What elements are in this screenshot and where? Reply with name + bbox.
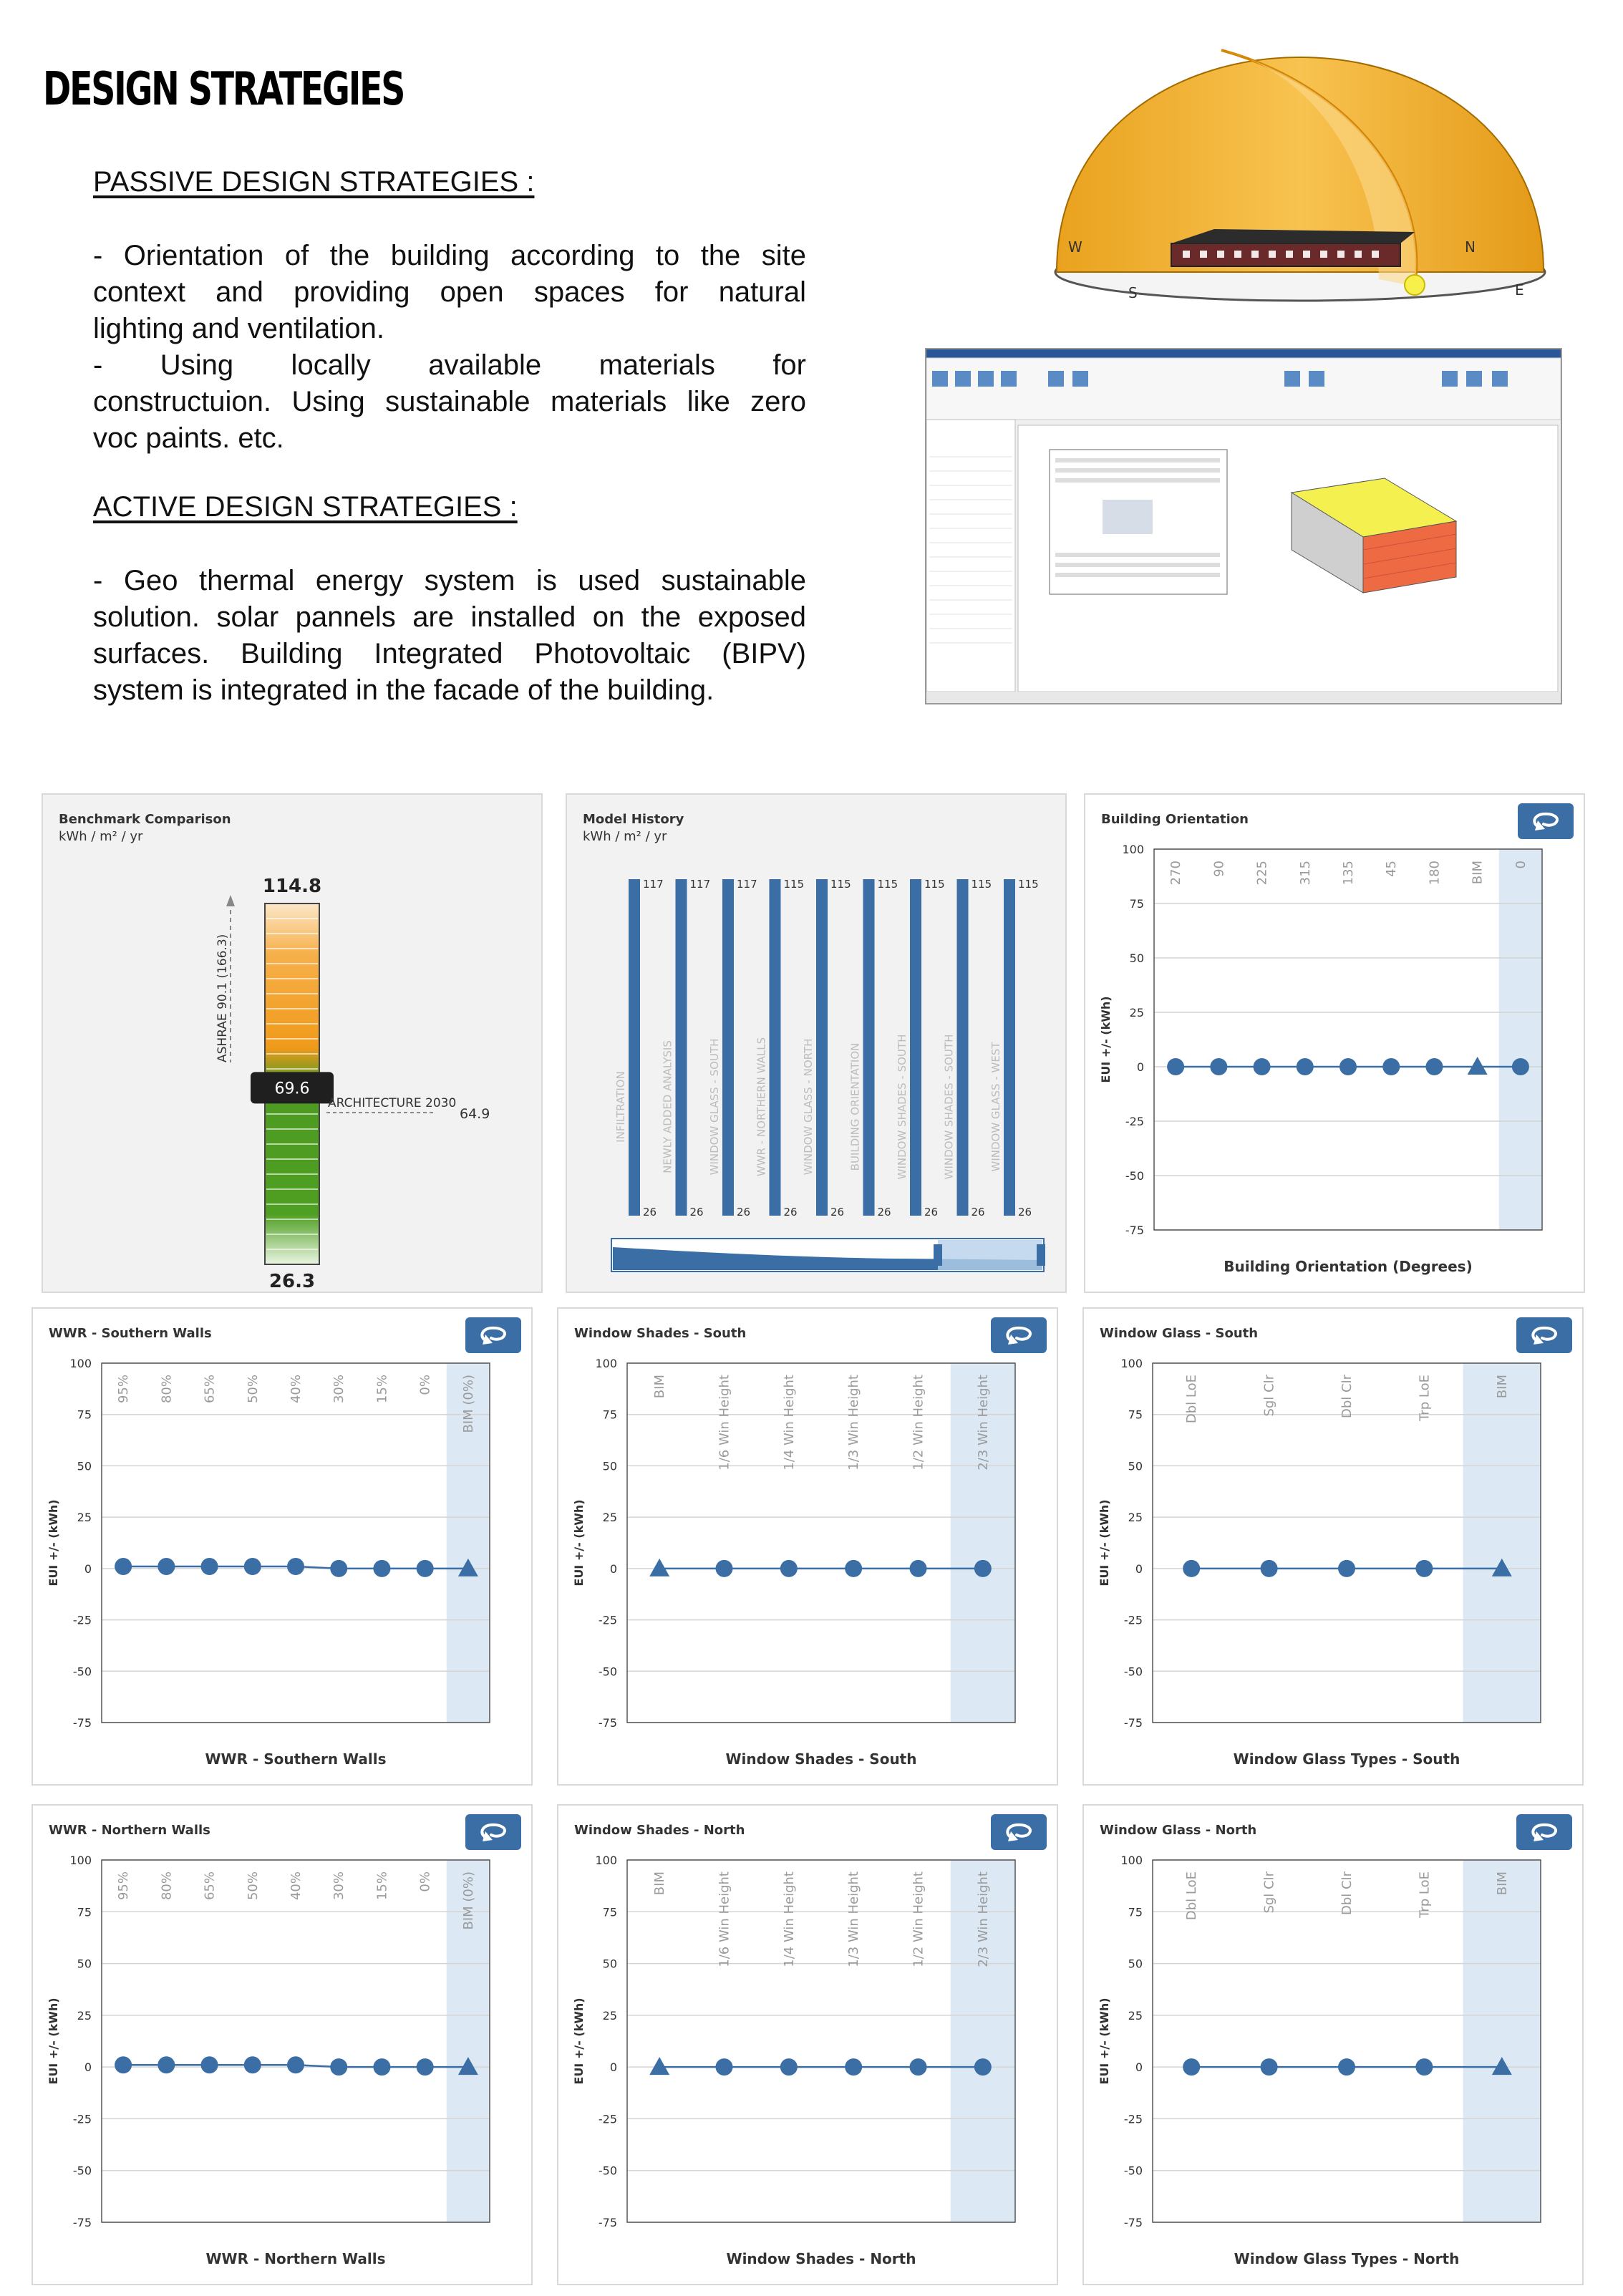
category-label: 65% xyxy=(202,1871,218,1901)
data-point[interactable] xyxy=(158,2056,175,2073)
category-label: Trp LoE xyxy=(1417,1375,1433,1421)
y-tick-label: -75 xyxy=(1123,1716,1143,1730)
y-tick-label: 50 xyxy=(1128,1957,1143,1971)
chart-plot xyxy=(558,1806,1057,2284)
category-label: 50% xyxy=(245,1871,261,1901)
data-point[interactable] xyxy=(845,1560,862,1577)
active-text xyxy=(93,563,806,709)
data-point[interactable] xyxy=(417,2058,434,2075)
history-bar-top-value: 115 xyxy=(783,878,805,891)
history-bar-bottom-value: 26 xyxy=(924,1206,939,1219)
benchmark-gauge xyxy=(43,795,541,1292)
history-bar-top-value: 117 xyxy=(737,878,757,891)
category-label: 95% xyxy=(116,1375,132,1404)
data-point[interactable] xyxy=(1297,1058,1314,1075)
category-label: 315 xyxy=(1297,861,1313,886)
y-tick-label: -75 xyxy=(72,1716,92,1730)
history-bar-label: INFILTRATION xyxy=(614,1071,627,1143)
category-label: 180 xyxy=(1427,861,1443,886)
y-tick-label: -25 xyxy=(72,2112,92,2126)
category-label: 15% xyxy=(374,1375,390,1404)
history-bar-bottom-value: 26 xyxy=(1018,1206,1032,1219)
model-history-panel xyxy=(566,793,1067,1293)
history-bar-label: WINDOW SHADES - SOUTH xyxy=(942,1034,956,1180)
history-bar-bottom-value: 26 xyxy=(783,1206,798,1219)
history-bar[interactable] xyxy=(629,879,640,1216)
y-tick-label: 50 xyxy=(77,1957,92,1971)
category-label: BIM xyxy=(652,1871,668,1896)
category-label: 1/2 Win Height xyxy=(911,1375,926,1471)
history-bar-top-value: 115 xyxy=(924,878,945,891)
arch-label: ARCHITECTURE 2030 xyxy=(328,1096,457,1111)
history-bar-bottom-value: 26 xyxy=(689,1206,704,1219)
category-label: 2/3 Win Height xyxy=(975,1375,991,1471)
data-point[interactable] xyxy=(910,2058,927,2075)
history-bar-top-value: 115 xyxy=(830,878,851,891)
data-point[interactable] xyxy=(1210,1058,1227,1075)
data-point[interactable] xyxy=(287,2056,304,2073)
y-axis-label: EUI +/- (kWh) xyxy=(572,1499,586,1587)
data-point[interactable] xyxy=(910,1560,927,1577)
y-tick-label: 25 xyxy=(602,1511,617,1525)
history-bar[interactable] xyxy=(910,879,921,1216)
data-point[interactable] xyxy=(845,2058,862,2075)
y-tick-label: 100 xyxy=(69,1854,92,1867)
category-label: 1/4 Win Height xyxy=(781,1871,797,1967)
category-label: 1/3 Win Height xyxy=(846,1375,862,1471)
category-label: Dbl LoE xyxy=(1184,1871,1200,1921)
history-bar-bottom-value: 26 xyxy=(643,1206,657,1219)
category-label: Trp LoE xyxy=(1417,1871,1433,1918)
history-bar-label: WWR - NORTHERN WALLS xyxy=(755,1037,768,1177)
data-point[interactable] xyxy=(1382,1058,1400,1075)
highlight-column xyxy=(1499,849,1542,1230)
chart-plot xyxy=(33,1309,531,1784)
category-label: 0 xyxy=(1513,861,1528,869)
chart-plot xyxy=(1084,1806,1582,2284)
data-point[interactable] xyxy=(780,2058,798,2075)
highlight-column xyxy=(1463,1363,1541,1723)
chart-title: Window Glass - South xyxy=(1100,1326,1259,1341)
data-point[interactable] xyxy=(1167,1058,1184,1075)
category-label: BIM xyxy=(1470,861,1486,885)
y-axis-label: EUI +/- (kWh) xyxy=(47,1997,60,2085)
y-tick-label: -25 xyxy=(1123,1613,1143,1627)
y-tick-label: 0 xyxy=(609,2060,617,2075)
category-label: 50% xyxy=(245,1375,261,1404)
y-tick-label: -25 xyxy=(598,1613,617,1627)
history-bar-label: WINDOW GLASS - NORTH xyxy=(802,1038,815,1176)
history-bar-label: WINDOW GLASS - WEST xyxy=(989,1042,1002,1172)
chart-title: Window Glass - North xyxy=(1100,1823,1257,1838)
category-label: 135 xyxy=(1341,861,1356,886)
category-label: 90 xyxy=(1211,861,1227,877)
history-title: Model History xyxy=(583,812,684,827)
y-tick-label: 100 xyxy=(595,1854,617,1867)
passive-heading: PASSIVE DESIGN STRATEGIES : xyxy=(93,166,535,198)
y-tick-label: -25 xyxy=(1123,2112,1143,2126)
category-label: BIM xyxy=(1494,1375,1510,1399)
plot-frame xyxy=(102,1363,490,1723)
y-tick-label: 100 xyxy=(1122,843,1144,856)
y-axis-label: EUI +/- (kWh) xyxy=(1098,1997,1111,2085)
category-label: 270 xyxy=(1168,861,1184,886)
chart-plot xyxy=(1085,795,1584,1292)
data-point-triangle[interactable] xyxy=(649,2057,669,2075)
plot-frame xyxy=(102,1860,490,2222)
y-tick-label: 25 xyxy=(77,1511,92,1525)
data-point[interactable] xyxy=(716,1560,733,1577)
x-axis-label: Window Glass Types - North xyxy=(1234,2250,1460,2267)
y-tick-label: 25 xyxy=(77,2008,92,2023)
benchmark-bottom-value: 26.3 xyxy=(268,1271,316,1292)
history-bar-label: WINDOW SHADES - SOUTH xyxy=(896,1034,909,1180)
y-tick-label: -25 xyxy=(72,1613,92,1627)
window-glass-north-panel xyxy=(1082,1804,1584,2285)
passive-line: - Using locally available materials for xyxy=(93,349,806,381)
compass-south: S xyxy=(1128,284,1138,301)
data-point[interactable] xyxy=(330,1560,347,1577)
y-tick-label: 0 xyxy=(609,1561,617,1576)
y-tick-label: 100 xyxy=(1120,1357,1143,1370)
y-tick-label: 75 xyxy=(1128,1905,1143,1919)
y-tick-label: -50 xyxy=(1125,1169,1144,1183)
history-bar[interactable] xyxy=(816,879,828,1216)
page-title: DESIGN STRATEGIES xyxy=(43,63,404,116)
category-label: Dbl Clr xyxy=(1339,1871,1355,1915)
history-bar-label: NEWLY ADDED ANALYSIS xyxy=(661,1040,674,1173)
y-tick-label: 25 xyxy=(1128,1511,1143,1525)
window-glass-south-panel xyxy=(1082,1307,1584,1786)
sun-path-diagram xyxy=(1042,29,1558,315)
y-tick-label: 75 xyxy=(1129,897,1144,911)
y-tick-label: 100 xyxy=(1120,1854,1143,1867)
category-label: Sgl Clr xyxy=(1261,1375,1277,1417)
data-point[interactable] xyxy=(373,1560,390,1577)
y-tick-label: -75 xyxy=(598,2216,617,2229)
y-tick-label: 50 xyxy=(1128,1459,1143,1473)
history-bar-bottom-value: 26 xyxy=(971,1206,985,1219)
y-tick-label: 100 xyxy=(595,1357,617,1370)
history-bar-top-value: 117 xyxy=(689,878,711,891)
x-axis-label: Window Shades - North xyxy=(726,2250,916,2267)
chart-plot xyxy=(558,1309,1057,1784)
highlight-column xyxy=(1463,1860,1541,2222)
y-tick-label: 0 xyxy=(84,1561,92,1576)
category-label: 65% xyxy=(202,1375,218,1404)
data-point[interactable] xyxy=(780,1560,798,1577)
y-tick-label: -25 xyxy=(1125,1115,1144,1128)
data-point[interactable] xyxy=(716,2058,733,2075)
data-point[interactable] xyxy=(158,1558,175,1575)
category-label: 1/3 Win Height xyxy=(846,1871,862,1967)
compass-north: N xyxy=(1465,238,1476,256)
y-tick-label: 0 xyxy=(1136,1060,1144,1074)
chart-plot xyxy=(1084,1309,1582,1784)
data-point[interactable] xyxy=(974,1560,992,1577)
category-label: BIM (0%) xyxy=(460,1871,476,1930)
history-bar-label: WINDOW GLASS - SOUTH xyxy=(708,1038,721,1176)
history-bar-top-value: 115 xyxy=(971,878,992,891)
data-point[interactable] xyxy=(1415,1560,1433,1577)
passive-line: - Orientation of the building according to the site xyxy=(93,240,806,271)
data-point-triangle[interactable] xyxy=(1468,1057,1488,1075)
arch-value: 64.9 xyxy=(460,1106,490,1123)
data-point[interactable] xyxy=(201,2056,218,2073)
y-tick-label: -75 xyxy=(1123,2216,1143,2229)
history-bar-top-value: 117 xyxy=(643,878,664,891)
active-line: solution. solar pannels are installed on the exposed xyxy=(93,601,806,633)
chart-title: WWR - Northern Walls xyxy=(49,1823,210,1838)
data-point[interactable] xyxy=(244,1558,261,1575)
category-label: 2/3 Win Height xyxy=(975,1871,991,1967)
y-tick-label: 100 xyxy=(69,1357,92,1370)
y-tick-label: 75 xyxy=(602,1408,617,1422)
category-label: 0% xyxy=(417,1871,433,1892)
category-label: 80% xyxy=(159,1871,175,1901)
chart-title: Window Shades - South xyxy=(574,1326,747,1341)
active-heading: ACTIVE DESIGN STRATEGIES : xyxy=(93,491,518,523)
history-bar-bottom-value: 26 xyxy=(877,1206,891,1219)
y-tick-label: 25 xyxy=(602,2008,617,2023)
passive-line: context and providing open spaces for natural xyxy=(93,276,806,308)
category-label: 1/6 Win Height xyxy=(717,1871,732,1967)
data-point[interactable] xyxy=(1183,2058,1200,2075)
y-tick-label: 75 xyxy=(77,1905,92,1919)
y-tick-label: -75 xyxy=(72,2216,92,2229)
data-point[interactable] xyxy=(417,1560,434,1577)
data-point[interactable] xyxy=(244,2056,261,2073)
revit-screenshot xyxy=(925,348,1562,704)
y-tick-label: -75 xyxy=(598,1716,617,1730)
data-point[interactable] xyxy=(1338,1560,1355,1577)
history-bar-bottom-value: 26 xyxy=(737,1206,751,1219)
y-axis-label: EUI +/- (kWh) xyxy=(47,1499,60,1587)
x-axis-label: Window Glass Types - South xyxy=(1233,1750,1460,1768)
passive-line: constructuion. Using sustainable materials like zero xyxy=(93,386,806,417)
y-tick-label: 50 xyxy=(602,1957,617,1971)
y-tick-label: 75 xyxy=(602,1905,617,1919)
category-label: 1/4 Win Height xyxy=(781,1375,797,1471)
benchmark-marker xyxy=(251,1072,334,1103)
category-label: 80% xyxy=(159,1375,175,1404)
x-axis-label: WWR - Northern Walls xyxy=(205,2250,386,2267)
data-point[interactable] xyxy=(974,2058,992,2075)
y-tick-label: 75 xyxy=(1128,1408,1143,1422)
history-bar[interactable] xyxy=(770,879,781,1216)
chart-title: WWR - Southern Walls xyxy=(49,1326,212,1341)
data-point[interactable] xyxy=(1261,2058,1278,2075)
category-label: 30% xyxy=(331,1375,347,1404)
data-point[interactable] xyxy=(1254,1058,1271,1075)
data-point[interactable] xyxy=(330,2058,347,2075)
history-bar[interactable] xyxy=(676,879,687,1216)
chart-title: Building Orientation xyxy=(1101,812,1249,827)
y-tick-label: -50 xyxy=(598,2164,617,2178)
history-scroll-handle-left[interactable] xyxy=(934,1244,942,1266)
y-tick-label: 25 xyxy=(1128,2008,1143,2023)
y-tick-label: -50 xyxy=(1123,2164,1143,2178)
data-point[interactable] xyxy=(115,2056,132,2073)
y-tick-label: 0 xyxy=(1135,2060,1143,2075)
history-scroll-window[interactable] xyxy=(938,1240,1042,1270)
history-bar[interactable] xyxy=(1004,879,1015,1216)
benchmark-title: Benchmark Comparison xyxy=(59,812,231,827)
chart-plot xyxy=(33,1806,531,2284)
y-tick-label: -50 xyxy=(598,1665,617,1679)
passive-line: lighting and ventilation. xyxy=(93,313,384,344)
wwr-southern-panel xyxy=(32,1307,533,1786)
active-line: system is integrated in the facade of the building. xyxy=(93,674,714,706)
ashrae-arrow-icon xyxy=(226,895,235,906)
y-tick-label: -25 xyxy=(598,2112,617,2126)
y-axis-label: EUI +/- (kWh) xyxy=(572,1997,586,2085)
compass-east: E xyxy=(1515,281,1524,299)
y-tick-label: -50 xyxy=(72,1665,92,1679)
history-scroll-handle-right[interactable] xyxy=(1037,1244,1045,1266)
category-label: Sgl Clr xyxy=(1261,1871,1277,1914)
benchmark-units: kWh / m² / yr xyxy=(59,829,143,844)
data-point[interactable] xyxy=(1425,1058,1443,1075)
category-label: 95% xyxy=(116,1871,132,1901)
chart-title: Window Shades - North xyxy=(574,1823,745,1838)
category-label: 40% xyxy=(289,1871,304,1901)
benchmark-marker-value: 69.6 xyxy=(274,1080,310,1098)
y-tick-label: 50 xyxy=(602,1459,617,1473)
history-bar[interactable] xyxy=(722,879,734,1216)
ashrae-label: ASHRAE 90.1 (166.3) xyxy=(215,934,230,1062)
benchmark-top-value: 114.8 xyxy=(262,876,322,897)
category-label: 45 xyxy=(1384,861,1400,877)
x-axis-label: Window Shades - South xyxy=(725,1750,917,1768)
y-axis-label: EUI +/- (kWh) xyxy=(1098,1499,1111,1587)
y-tick-label: 50 xyxy=(77,1459,92,1473)
plot-frame xyxy=(1154,849,1542,1230)
window-shades-north-panel xyxy=(557,1804,1058,2285)
y-tick-label: -75 xyxy=(1125,1224,1144,1237)
category-label: BIM xyxy=(1494,1871,1510,1896)
history-bar[interactable] xyxy=(957,879,969,1216)
building-orientation-panel xyxy=(1084,793,1585,1293)
y-tick-label: 0 xyxy=(1135,1561,1143,1576)
history-bar-bottom-value: 26 xyxy=(830,1206,845,1219)
y-tick-label: -50 xyxy=(72,2164,92,2178)
y-axis-label: EUI +/- (kWh) xyxy=(1099,996,1113,1083)
data-point[interactable] xyxy=(115,1558,132,1575)
active-line: surfaces. Building Integrated Photovoltaic (BIPV) xyxy=(93,638,806,669)
data-point[interactable] xyxy=(1338,2058,1355,2075)
y-tick-label: -50 xyxy=(1123,1665,1143,1679)
data-point[interactable] xyxy=(1339,1058,1357,1075)
history-bar-label: BUILDING ORIENTATION xyxy=(848,1042,862,1171)
compass-west: W xyxy=(1068,238,1082,256)
category-label: 30% xyxy=(331,1871,347,1901)
data-point[interactable] xyxy=(201,1558,218,1575)
y-tick-label: 25 xyxy=(1129,1006,1144,1019)
category-label: BIM (0%) xyxy=(460,1375,476,1433)
data-point[interactable] xyxy=(1512,1058,1529,1075)
category-label: 15% xyxy=(374,1871,390,1901)
category-label: Dbl Clr xyxy=(1339,1375,1355,1418)
y-tick-label: 50 xyxy=(1129,951,1144,965)
category-label: 1/2 Win Height xyxy=(911,1871,926,1967)
data-point[interactable] xyxy=(287,1558,304,1575)
x-axis-label: WWR - Southern Walls xyxy=(205,1750,387,1768)
data-point[interactable] xyxy=(1183,1560,1200,1577)
data-point[interactable] xyxy=(1261,1560,1278,1577)
passive-line: voc paints. etc. xyxy=(93,422,284,454)
category-label: 225 xyxy=(1254,861,1270,886)
category-label: 1/6 Win Height xyxy=(717,1375,732,1471)
data-point-triangle[interactable] xyxy=(649,1559,669,1576)
history-bar[interactable] xyxy=(863,879,875,1216)
sun-marker xyxy=(1405,275,1425,295)
wwr-northern-panel xyxy=(32,1804,533,2285)
category-label: BIM xyxy=(652,1375,668,1399)
history-units: kWh / m² / yr xyxy=(583,829,667,844)
category-label: 0% xyxy=(417,1375,433,1395)
passive-text xyxy=(93,238,806,457)
history-bar-top-value: 115 xyxy=(1018,878,1039,891)
data-point[interactable] xyxy=(1415,2058,1433,2075)
category-label: Dbl LoE xyxy=(1184,1375,1200,1424)
history-chart xyxy=(567,795,1065,1292)
category-label: 40% xyxy=(289,1375,304,1404)
window-shades-south-panel xyxy=(557,1307,1058,1786)
history-bar-top-value: 115 xyxy=(877,878,898,891)
y-tick-label: 0 xyxy=(84,2060,92,2075)
active-line: - Geo thermal energy system is used sustainable xyxy=(93,565,806,596)
y-tick-label: 75 xyxy=(77,1408,92,1422)
x-axis-label: Building Orientation (Degrees) xyxy=(1224,1258,1473,1275)
benchmark-panel xyxy=(42,793,543,1293)
data-point[interactable] xyxy=(373,2058,390,2075)
